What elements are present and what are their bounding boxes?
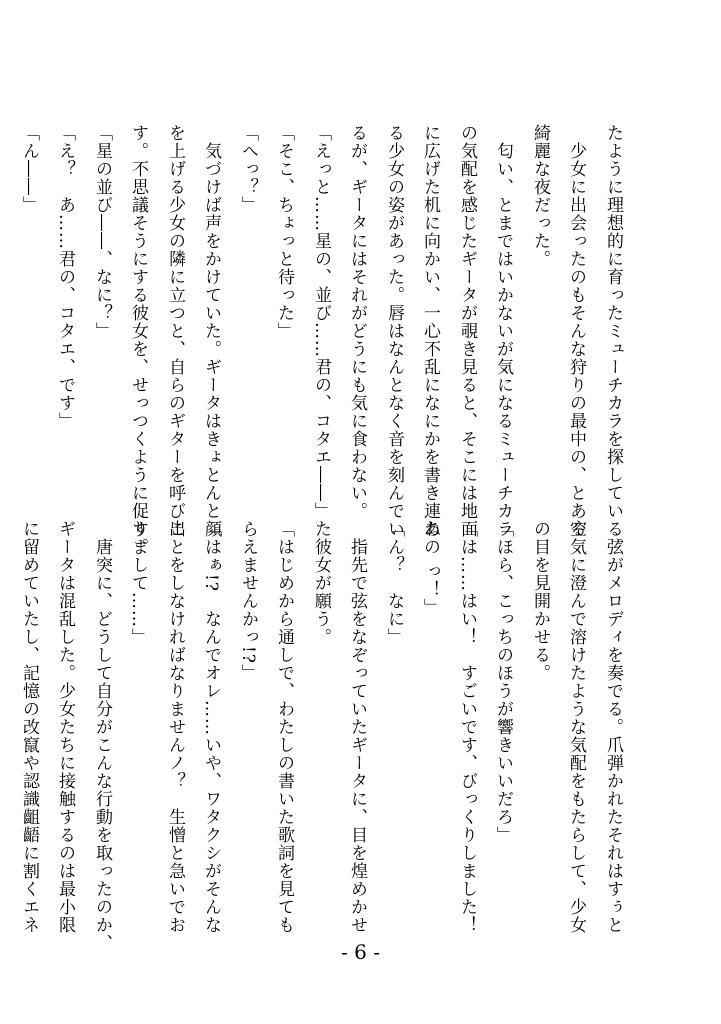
- lower-line-2: 空気に澄んで溶けたような気配をもたらして、少女: [566, 520, 586, 934]
- lower-line-9: た彼女が願う。: [311, 520, 331, 646]
- upper-line-2: 少女に出会ったのもそんな狩りの最中の、とある: [566, 124, 586, 538]
- lower-line-13: ことをしなければなりませんノ？ 生憎と急いでお: [165, 520, 185, 934]
- upper-line-14: す。不思議そうにする彼女を、せっつくように促す。: [128, 124, 148, 556]
- page-number: - 6 -: [341, 940, 380, 964]
- lower-line-7: 「ん？ なに」: [384, 520, 404, 646]
- upper-line-11: 「へっ？」: [238, 124, 258, 214]
- upper-line-3: 綺麗な夜だった。: [530, 124, 550, 268]
- upper-line-13: を上げる少女の隣に立つと、自らのギターを呼び出: [165, 124, 185, 538]
- upper-line-7: る少女の姿があった。唇はなんとなく音を刻んでい: [384, 124, 404, 538]
- lower-line-17: に留めていたし、記憶の改竄や認識齟齬に割くエネ: [19, 520, 39, 934]
- upper-line-8: るが、ギータにはそれがどうにも気に食わない。: [347, 124, 367, 520]
- lower-line-3: の目を見開かせる。: [530, 520, 550, 682]
- upper-line-5: の気配を感じたギータが覗き見ると、そこには地面: [457, 124, 477, 538]
- lower-line-8: 指先で弦をなぞっていたギータに、目を煌めかせ: [347, 520, 367, 934]
- lower-line-15: 唐突に、どうして自分がこんな行動を取ったのか、: [92, 520, 112, 952]
- lower-line-11: らえませんかっ!?」: [238, 520, 258, 682]
- lower-line-16: ギータは混乱した。少女たちに接触するのは最小限: [55, 520, 75, 934]
- upper-line-16: 「え？ あ……君の、コタエ、です」: [55, 124, 75, 430]
- upper-line-12: 気づけば声をかけていた。ギータはきょとんと顔: [201, 124, 221, 538]
- lower-line-10: 「はじめから通しで、わたしの書いた歌詞を見ても: [274, 520, 294, 934]
- lower-line-12: 「はぁ!? なんでオレ……いや、ワタクシがそんな: [201, 520, 221, 934]
- upper-line-6: に広げた机に向かい、一心不乱になにかを書き連ね: [420, 124, 440, 538]
- lower-line-14: りまして……」: [128, 520, 148, 646]
- upper-line-10: 「そこ、ちょっと待った」: [274, 124, 294, 340]
- upper-line-9: 「えっと……星の、並び……君の、コタエ――」: [311, 124, 331, 520]
- lower-line-1: 弦がメロディを奏でる。爪弾かれたそれはすぅと: [603, 520, 623, 934]
- lower-line-6: あの っ！」: [420, 520, 440, 617]
- lower-line-4: 「ほら、こっちのほうが響きいいだろ」: [493, 520, 513, 844]
- upper-line-4: 匂い、とまではいかないが気になるミューチカラ: [493, 124, 513, 538]
- upper-line-15: 「星の並び――、なに？」: [92, 124, 112, 340]
- lower-line-5: 「は……はい！ すごいです、びっくりしました！: [457, 520, 477, 934]
- upper-line-1: たように理想的に育ったミューチカラを探している。: [603, 124, 623, 556]
- upper-line-17: 「ん――」: [19, 124, 39, 214]
